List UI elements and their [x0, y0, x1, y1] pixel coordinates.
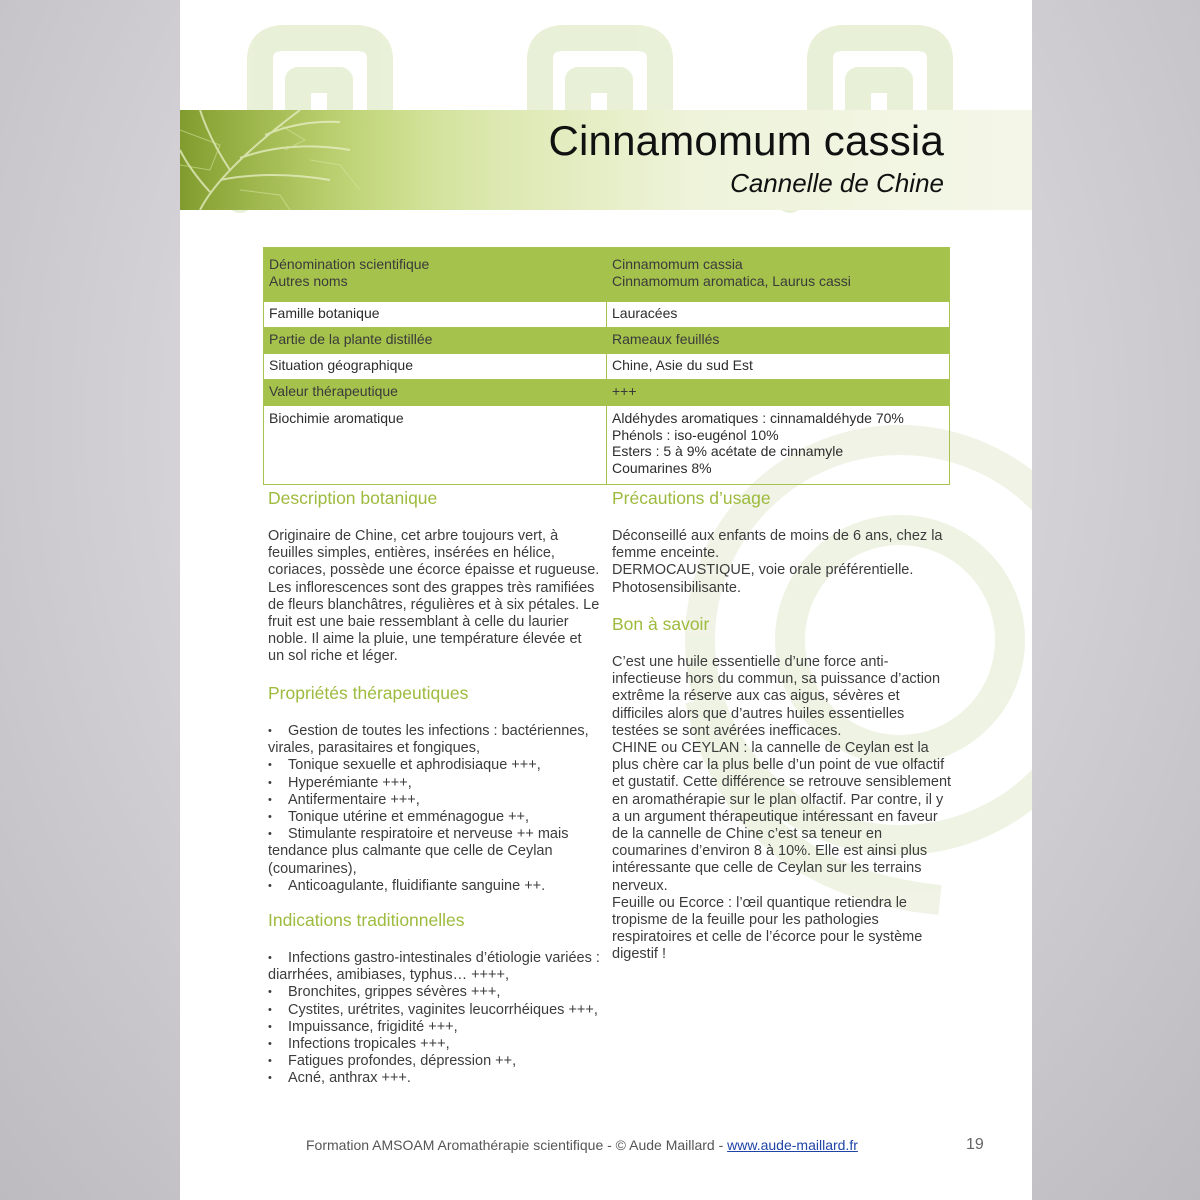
table-row	[264, 248, 950, 302]
list-item-text: Antifermentaire +++,	[288, 791, 420, 808]
table-label: Famille botanique	[264, 302, 607, 328]
list-item	[268, 984, 600, 1001]
list-item	[268, 809, 600, 826]
list-item	[268, 1070, 600, 1087]
list-item-text: Acné, anthrax +++.	[288, 1070, 411, 1087]
list-item	[268, 1019, 600, 1036]
good-to-know-section	[612, 614, 952, 964]
indications-section	[268, 910, 600, 1088]
page-footer	[306, 1137, 858, 1153]
page-subtitle: Cannelle de Chine	[730, 168, 944, 198]
bullet-icon: •	[268, 1055, 272, 1068]
table-row	[264, 328, 950, 354]
table-label: Partie de la plante distillée	[264, 328, 607, 354]
bullet-icon: •	[268, 811, 272, 824]
list-item	[268, 723, 600, 757]
page-number: 19	[966, 1136, 984, 1153]
list-item-text: Impuissance, frigidité +++,	[288, 1018, 458, 1035]
bullet-icon: •	[268, 986, 272, 999]
table-value: Chine, Asie du sud Est	[607, 354, 950, 380]
description-section	[268, 488, 600, 666]
properties-heading: Propriétés thérapeutiques	[268, 683, 469, 703]
leaf-illustration	[180, 110, 440, 210]
bullet-icon: •	[268, 759, 272, 772]
bullet-icon: •	[268, 952, 272, 964]
table-label: Valeur thérapeutique	[264, 380, 607, 406]
bullet-icon: •	[268, 1038, 272, 1051]
footer-text: Formation AMSOAM Aromathérapie scientifique - © Aude Maillard -	[306, 1137, 728, 1153]
website-link[interactable]: www.aude-maillard.fr	[727, 1137, 858, 1153]
bullet-icon: •	[268, 1003, 272, 1016]
list-item-text: Hyperémiante +++,	[288, 774, 412, 791]
table-value: Aldéhydes aromatiques : cinnamaldéhyde 70% Phénols : iso-eugénol 10% Esters : 5 à 9% acétate de cinnamyle Coumarines 8%	[607, 406, 950, 485]
description-text: Originaire de Chine, cet arbre toujours vert, à feuilles simples, entières, insérées en hélice, coriaces, possède une écorce épaisse et rugueuse. Les inflorescences sont des grappes très ramifiées de fleurs blanchâtres, régulières et à six pétales. Le fruit est une baie ressemblant à celle du laurier noble. Il aime la pluie, une température élevée et un sol riche et léger.	[268, 528, 600, 665]
list-item	[268, 1036, 600, 1053]
bullet-icon: •	[268, 1072, 272, 1085]
description-heading: Description botanique	[268, 488, 438, 508]
list-item	[268, 775, 600, 792]
document-page	[180, 0, 1032, 1200]
precautions-heading: Précautions d’usage	[612, 488, 771, 508]
list-item-text: Infections tropicales +++,	[288, 1036, 450, 1053]
list-item	[268, 1053, 600, 1070]
bullet-icon: •	[268, 828, 272, 841]
table-row	[264, 406, 950, 485]
list-item	[268, 950, 600, 984]
list-item-text: Bronchites, grippes sévères +++,	[288, 984, 501, 1001]
page-title: Cinnamomum cassia	[548, 117, 944, 164]
properties-list	[268, 723, 600, 895]
table-label: Dénomination scientifique Autres noms	[264, 248, 607, 302]
table-row	[264, 354, 950, 380]
bullet-icon: •	[268, 793, 272, 806]
good-to-know-heading: Bon à savoir	[612, 614, 710, 634]
list-item-text: Anticoagulante, fluidifiante sanguine ++.	[288, 877, 546, 894]
table-label: Situation géographique	[264, 354, 607, 380]
bullet-icon: •	[268, 725, 272, 737]
list-item-text: Tonique utérine et emménagogue ++,	[288, 809, 530, 826]
list-item-text: Gestion de toutes les infections : bactériennes, virales, parasitaires et fongiques,	[268, 723, 589, 757]
table-label: Biochimie aromatique	[264, 406, 607, 485]
list-item-text: Fatigues profondes, dépression ++,	[288, 1053, 517, 1070]
list-item-text: Infections gastro-intestinales d’étiologie variées : diarrhées, amibiases, typhus… ++++,	[268, 950, 600, 984]
indications-list	[268, 950, 600, 1088]
list-item	[268, 792, 600, 809]
bullet-icon: •	[268, 1020, 272, 1033]
table-value: Rameaux feuillés	[607, 328, 950, 354]
table-value: Cinnamomum cassia Cinnamomum aromatica, Laurus cassi	[607, 248, 950, 302]
bullet-icon: •	[268, 879, 272, 892]
good-to-know-text: C’est une huile essentielle d’une force anti-infectieuse hors du commun, sa puissance d’action extrême la réserve aux cas aigus, sévères et difficiles alors que d’autres huiles essentielles testées se sont avérées inefficaces. CHINE ou CEYLAN : la cannelle de Ceylan est la plus chère car la plus belle d’un point de vue olfactif et gustatif. Cette différence se retrouve sensiblement en aromathérapie sur le plan olfactif. Par contre, il y a un argument thérapeutique intéressant en faveur de la cannelle de Chine c’est sa teneur en coumarines d’environ 8 à 10%. Elle est ainsi plus intéressante que celle de Ceylan sur les terrains nerveux. Feuille ou Ecorce : l’œil quantique retiendra le tropisme de la feuille pour les pathologies respiratoires et celle de l’écorce pour le système digestif !	[612, 654, 952, 963]
list-item-text: Cystites, urétrites, vaginites leucorrhéiques +++,	[288, 1001, 598, 1018]
precautions-text: Déconseillé aux enfants de moins de 6 ans, chez la femme enceinte. DERMOCAUSTIQUE, voie orale préférentielle. Photosensibilisante.	[612, 528, 943, 596]
list-item	[268, 757, 600, 774]
list-item-text: Stimulante respiratoire et nerveuse ++ mais tendance plus calmante que celle de Ceylan (coumarines),	[268, 826, 569, 877]
list-item	[268, 878, 600, 895]
indications-heading: Indications traditionnelles	[268, 910, 465, 930]
list-item	[268, 826, 600, 878]
bullet-icon: •	[268, 776, 272, 789]
properties-section	[268, 683, 600, 895]
table-row	[264, 302, 950, 328]
precautions-section	[612, 488, 952, 597]
identity-table	[263, 247, 950, 485]
list-item-text: Tonique sexuelle et aphrodisiaque +++,	[288, 757, 541, 774]
list-item	[268, 1002, 600, 1019]
table-value: Lauracées	[607, 302, 950, 328]
table-value: +++	[607, 380, 950, 406]
table-row	[264, 380, 950, 406]
